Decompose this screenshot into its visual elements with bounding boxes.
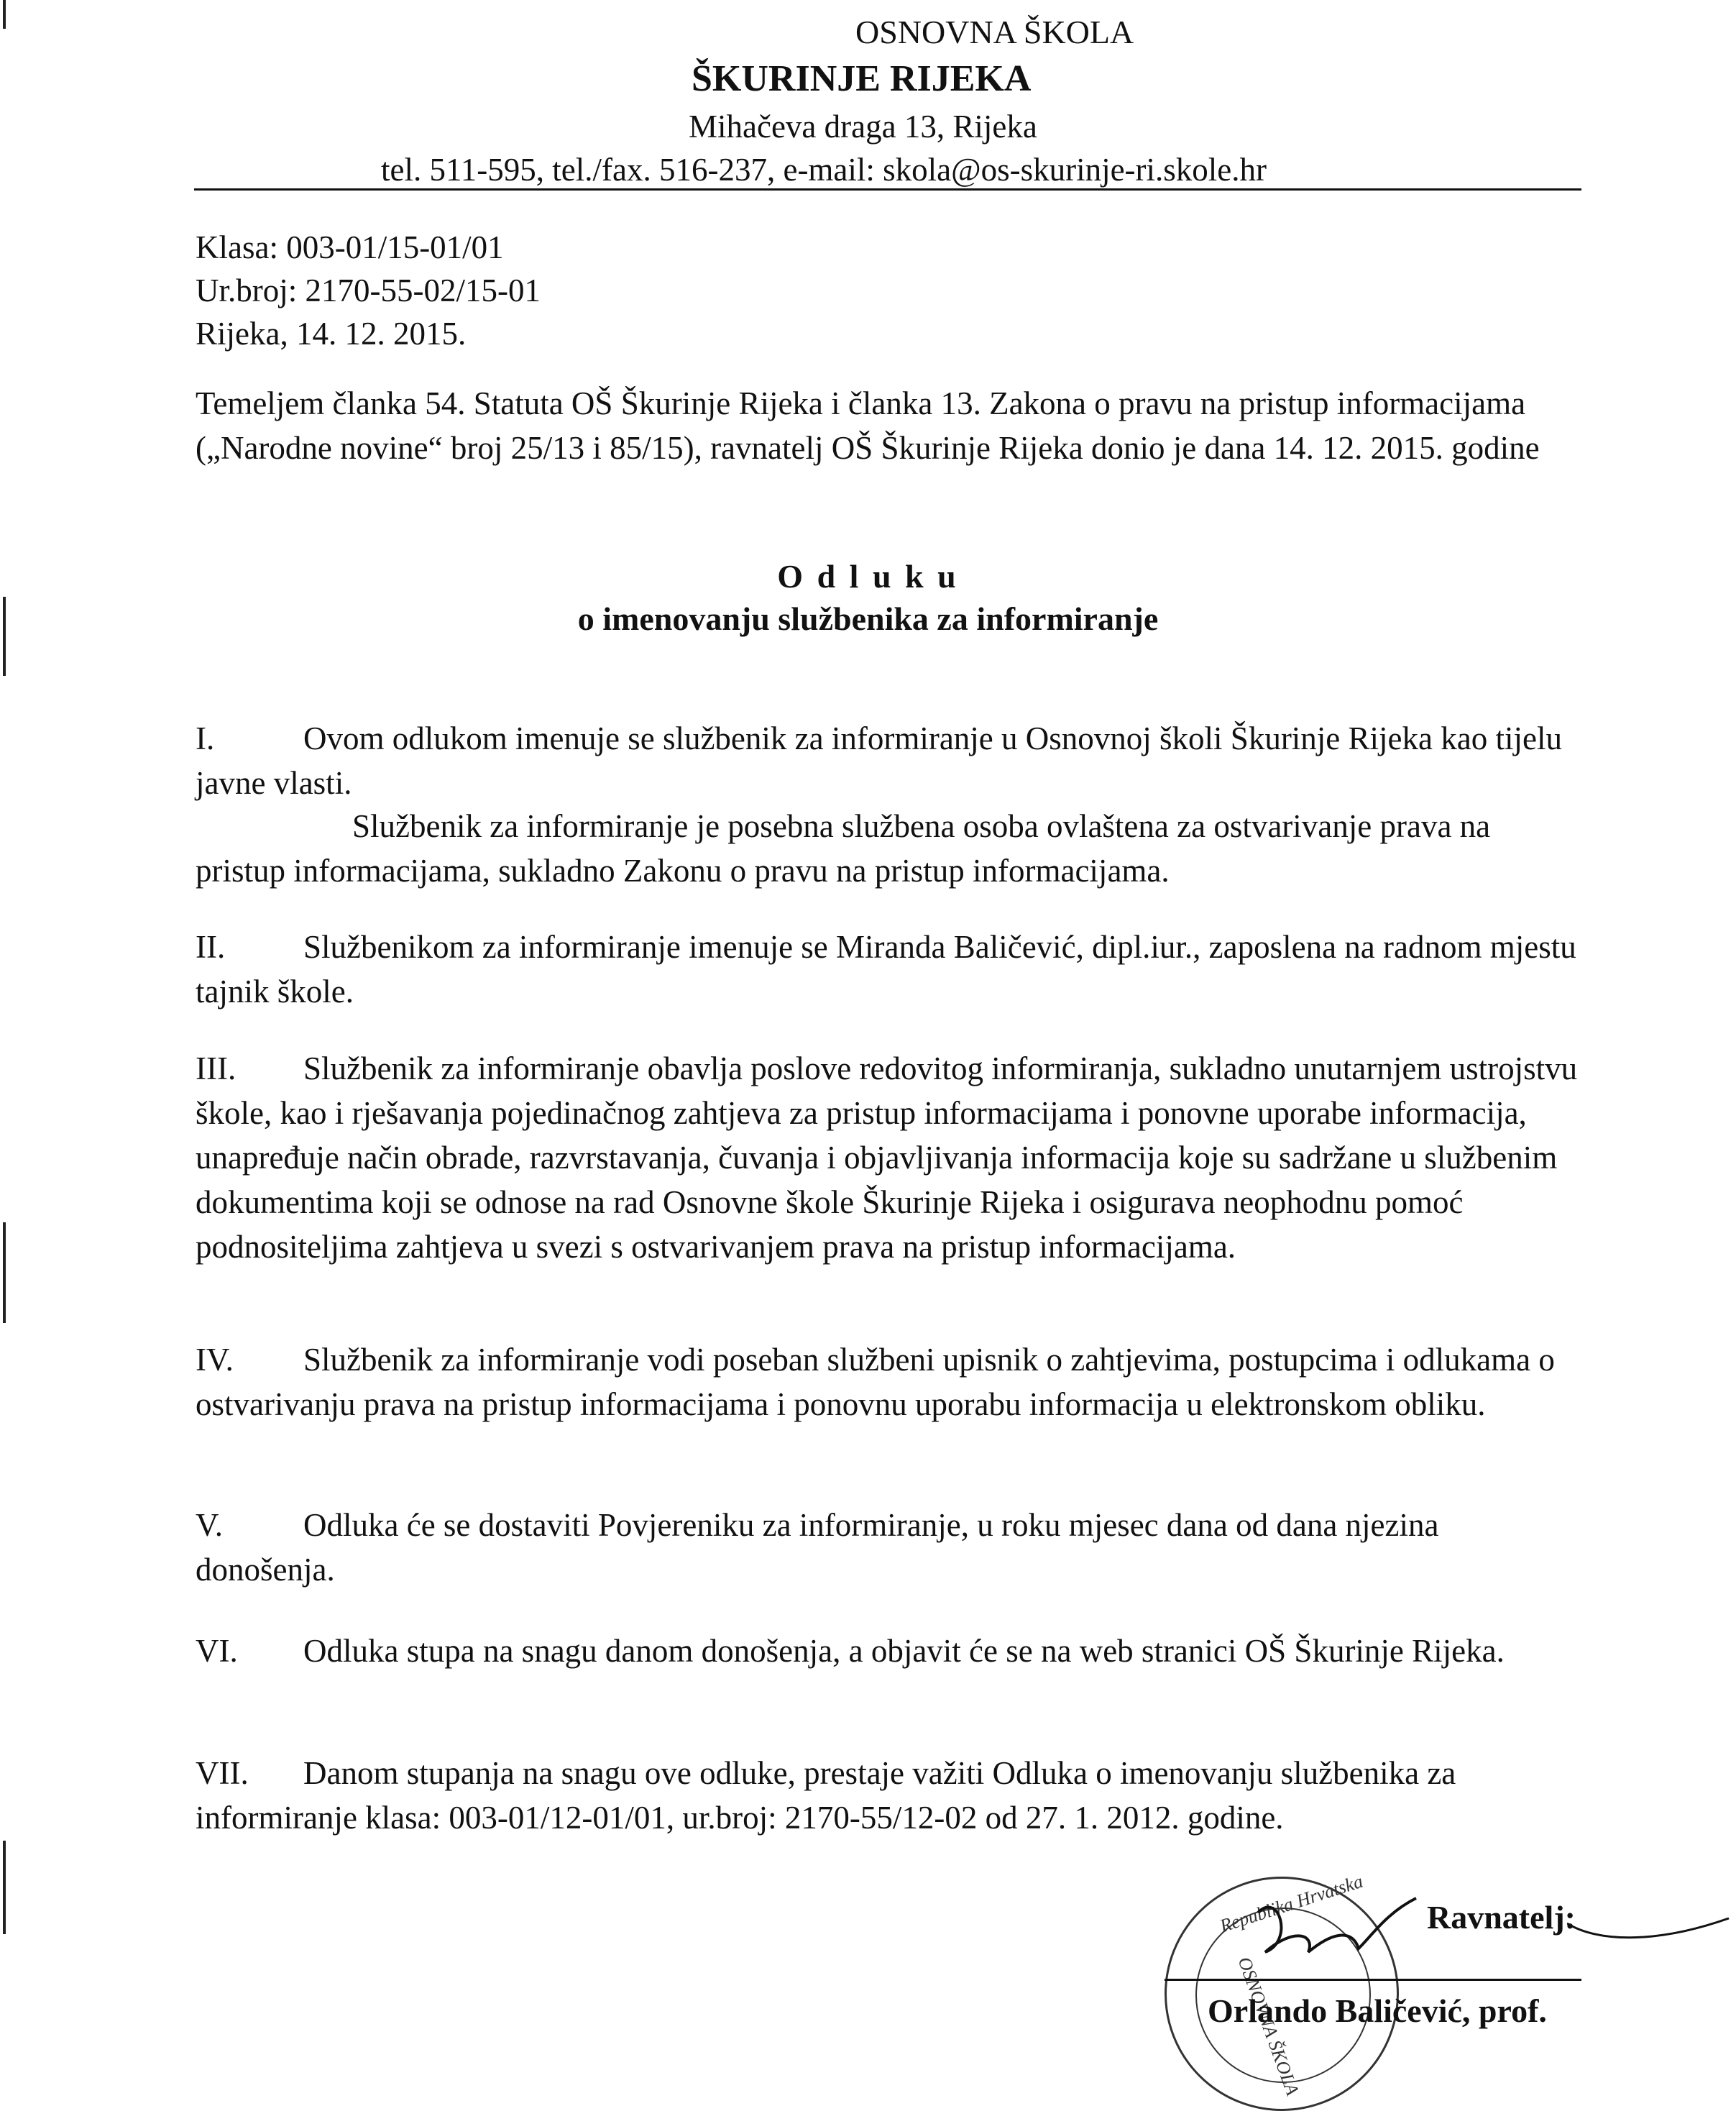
signature-name: Orlando Baličević, prof. (1208, 1992, 1547, 2029)
article-1 (196, 716, 1583, 805)
article-text: Danom stupanja na snagu ove odluke, prestaje važiti Odluka o imenovanju službenika za informiranje klasa: 003-01/12-01/01, ur.broj: 2170-55/12-02 od 27. 1. 2012. godine. (196, 1755, 1456, 1836)
school-contact: tel. 511-595, tel./fax. 516-237, e-mail: skola@os-skurinje-ri.skole.hr (381, 152, 1267, 188)
article-text: Odluka će se dostaviti Povjereniku za informiranje, u roku mjesec dana od dana njezina donošenja. (196, 1507, 1439, 1588)
decision-subtitle: o imenovanju službenika za informiranje (577, 600, 1159, 637)
article-5 (196, 1503, 1583, 1592)
article-number: VI. (196, 1633, 238, 1669)
klasa: Klasa: 003-01/15-01/01 (196, 229, 504, 265)
stamp-text-side: OSNOVNA ŠKOLA (1234, 1954, 1303, 2098)
article-text: Ovom odlukom imenuje se službenik za informiranje u Osnovnoj školi Škurinje Rijeka kao tijelu javne vlasti. (196, 720, 1562, 801)
article-3 (196, 1046, 1583, 1269)
signature-line-flourish (1567, 1913, 1732, 1949)
article-number: II. (196, 929, 226, 965)
article-1-paragraph-2: Službenik za informiranje je posebna službena osoba ovlaštena za ostvarivanje prava na pristup informacijama, sukladno Zakonu o pravu na pristup informacijama. (196, 808, 1491, 889)
article-number: VII. (196, 1755, 249, 1791)
article-number: IV. (196, 1342, 234, 1378)
article-number: III. (196, 1050, 236, 1086)
article-6 (196, 1629, 1583, 1673)
handwritten-signature (1251, 1884, 1423, 1963)
place-date: Rijeka, 14. 12. 2015. (196, 316, 467, 352)
article-7 (196, 1751, 1583, 1840)
scan-mark (3, 0, 6, 29)
header-divider (194, 188, 1581, 191)
school-address: Mihačeva draga 13, Rijeka (689, 109, 1037, 145)
article-text: Službenikom za informiranje imenuje se Miranda Baličević, dipl.iur., zaposlena na radnom mjestu tajnik škole. (196, 929, 1576, 1009)
signature-underline (1165, 1979, 1581, 1981)
article-4 (196, 1337, 1583, 1427)
school-type: OSNOVNA ŠKOLA (855, 14, 1134, 50)
scan-mark (3, 1222, 6, 1323)
stamp-text-top: Republika Hrvatska (1217, 1870, 1366, 1937)
article-2 (196, 925, 1583, 1014)
article-text: Službenik za informiranje obavlja poslove redovitog informiranja, sukladno unutarnjem ustrojstvu škole, kao i rješavanja pojedinačnog zahtjeva za pristup informacijama i ponovne uporabe informacija, unapređuje način obrade, razvrstavanja, čuvanja i objavljivanja informacija koje su sadržane u službenim dokumentima koji se odnose na rad Osnovne škole Škurinje Rijeka i osigurava neophodnu pomoć podnositeljima zahtjeva u svezi s ostvarivanjem prava na pristup informacijama. (196, 1050, 1578, 1265)
urbroj: Ur.broj: 2170-55-02/15-01 (196, 273, 541, 308)
article-text: Službenik za informiranje vodi poseban službeni upisnik o zahtjevima, postupcima i odlukama o ostvarivanju prava na pristup informacijama i ponovnu uporabu informacija u elektronskom obliku. (196, 1342, 1555, 1422)
signature-role: Ravnatelj: (1427, 1899, 1576, 1936)
article-number: I. (196, 720, 215, 756)
scan-mark (3, 1841, 6, 1934)
school-name: ŠKURINJE RIJEKA (692, 58, 1032, 99)
article-text: Odluka stupa na snagu danom donošenja, a objavit će se na web stranici OŠ Škurinje Rijeka. (303, 1633, 1505, 1669)
intro-paragraph: Temeljem članka 54. Statuta OŠ Škurinje Rijeka i članka 13. Zakona o pravu na pristup informacijama („Narodne novine“ broj 25/13 i 85/15), ravnatelj OŠ Škurinje Rijeka donio je dana 14. 12. 2015. godine (196, 385, 1540, 466)
decision-title: O d l u k u (777, 558, 959, 595)
article-number: V. (196, 1507, 223, 1543)
